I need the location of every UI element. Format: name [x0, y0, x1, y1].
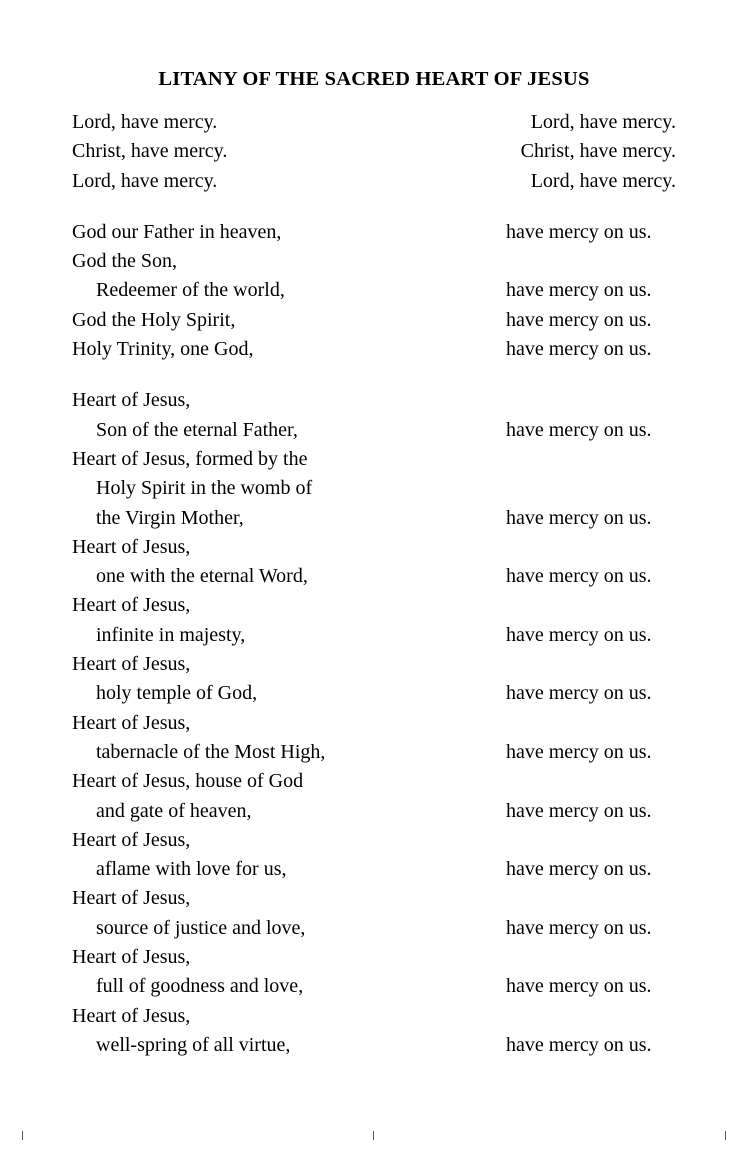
litany-group — [72, 108, 676, 196]
litany-line — [72, 797, 676, 826]
invocation-text: Heart of Jesus, — [72, 1004, 191, 1027]
response-text: have mercy on us. — [506, 1033, 652, 1056]
invocation-text: God the Holy Spirit, — [72, 308, 236, 331]
litany-line — [72, 335, 676, 364]
litany-line — [72, 591, 676, 620]
litany-line — [72, 943, 676, 972]
litany-line — [72, 247, 676, 276]
litany-line — [72, 650, 676, 679]
invocation-text: God the Son, — [72, 250, 177, 273]
invocation-text: infinite in majesty, — [96, 623, 246, 646]
response-text: have mercy on us. — [506, 220, 652, 243]
response-text: have mercy on us. — [506, 506, 652, 529]
litany-line — [72, 679, 676, 708]
litany-line — [72, 416, 676, 445]
invocation-text: Heart of Jesus, — [72, 828, 191, 851]
litany-line — [72, 826, 676, 855]
litany-line — [72, 972, 676, 1001]
invocation-text: Lord, have mercy. — [72, 169, 218, 192]
response-text: have mercy on us. — [506, 740, 652, 763]
response-text: have mercy on us. — [506, 682, 652, 705]
litany-line — [72, 562, 676, 591]
crop-mark-center — [373, 1131, 374, 1140]
litany-line — [72, 1002, 676, 1031]
invocation-text: holy temple of God, — [96, 682, 258, 705]
litany-line — [72, 621, 676, 650]
litany-body — [72, 108, 676, 1060]
litany-line — [72, 914, 676, 943]
litany-line — [72, 738, 676, 767]
litany-line — [72, 504, 676, 533]
litany-group — [72, 386, 676, 1060]
litany-line — [72, 474, 676, 503]
litany-line — [72, 855, 676, 884]
litany-line — [72, 533, 676, 562]
litany-line — [72, 386, 676, 415]
invocation-text: Christ, have mercy. — [72, 140, 228, 163]
response-text: have mercy on us. — [506, 623, 652, 646]
litany-line — [72, 108, 676, 137]
litany-line — [72, 276, 676, 305]
invocation-text: well-spring of all virtue, — [96, 1033, 291, 1056]
invocation-text: Lord, have mercy. — [72, 111, 218, 133]
invocation-text: Heart of Jesus, — [72, 711, 191, 734]
litany-group — [72, 218, 676, 364]
invocation-text: Heart of Jesus, house of God — [72, 770, 304, 793]
litany-line — [72, 218, 676, 247]
response-text: have mercy on us. — [506, 279, 652, 302]
litany-line — [72, 306, 676, 335]
response-text: Lord, have mercy. — [530, 169, 676, 192]
response-text: have mercy on us. — [506, 565, 652, 588]
litany-line — [72, 767, 676, 796]
response-text: have mercy on us. — [506, 916, 652, 939]
response-text: have mercy on us. — [506, 418, 652, 441]
invocation-text: Holy Trinity, one God, — [72, 338, 254, 361]
invocation-text: Redeemer of the world, — [96, 279, 285, 302]
invocation-text: God our Father in heaven, — [72, 220, 282, 243]
litany-line — [72, 1031, 676, 1060]
litany-line — [72, 167, 676, 196]
response-text: have mercy on us. — [506, 308, 652, 331]
invocation-text: Heart of Jesus, formed by the — [72, 447, 308, 470]
crop-mark-left — [22, 1131, 23, 1140]
page-title: LITANY OF THE SACRED HEART OF JESUS — [158, 68, 590, 90]
invocation-text: aflame with love for us, — [96, 858, 287, 881]
invocation-text: full of goodness and love, — [96, 975, 304, 998]
response-text: Christ, have mercy. — [520, 140, 676, 163]
invocation-text: Heart of Jesus, — [72, 389, 191, 412]
response-text: have mercy on us. — [506, 338, 652, 361]
invocation-text: Son of the eternal Father, — [96, 418, 298, 441]
response-text: have mercy on us. — [506, 858, 652, 881]
invocation-text: one with the eternal Word, — [96, 565, 308, 588]
litany-line — [72, 884, 676, 913]
crop-mark-right — [725, 1131, 726, 1140]
invocation-text: Heart of Jesus, — [72, 535, 191, 558]
response-text: have mercy on us. — [506, 975, 652, 998]
invocation-text: source of justice and love, — [96, 916, 306, 939]
response-text: Lord, have mercy. — [530, 111, 676, 133]
response-text: have mercy on us. — [506, 799, 652, 822]
invocation-text: and gate of heaven, — [96, 799, 252, 822]
invocation-text: Heart of Jesus, — [72, 594, 191, 617]
footer-crop-marks — [0, 1128, 748, 1140]
litany-line — [72, 445, 676, 474]
invocation-text: the Virgin Mother, — [96, 506, 244, 529]
litany-line — [72, 709, 676, 738]
invocation-text: tabernacle of the Most High, — [96, 740, 326, 763]
invocation-text: Heart of Jesus, — [72, 653, 191, 676]
invocation-text: Heart of Jesus, — [72, 887, 191, 910]
litany-line — [72, 137, 676, 166]
invocation-text: Heart of Jesus, — [72, 946, 191, 969]
invocation-text: Holy Spirit in the womb of — [96, 477, 313, 500]
